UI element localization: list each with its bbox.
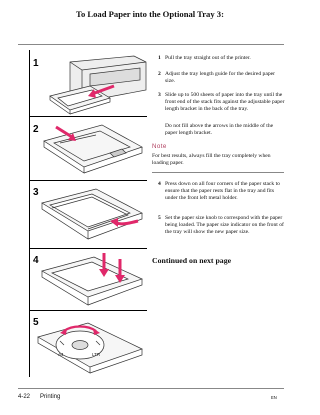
panel-number-5: 5: [33, 317, 39, 328]
step-4: [158, 181, 286, 202]
press-corners-illustration: [30, 249, 148, 310]
step-5: [158, 215, 286, 236]
illustration-panel-5: [29, 311, 148, 377]
continued-notice: Continued on next page: [152, 256, 232, 265]
page-number: 4-22: [18, 394, 31, 400]
illustration-panel-3: [29, 181, 148, 248]
step-number: 5: [158, 215, 161, 221]
panel-number-1: 1: [33, 58, 39, 69]
dial-label-a4: A4: [58, 352, 64, 357]
paper-size-knob-illustration: [30, 311, 148, 377]
dial-label-ltr: LTR: [92, 352, 101, 357]
step-text: Slide up to 500 sheets of paper into the tray until the front end of the stack fits against the adjustable paper length bracket in the back of the tray.: [165, 92, 285, 112]
tray-length-guide-illustration: [30, 117, 148, 180]
note-heading: Note: [152, 143, 167, 150]
paper-stack-illustration: [30, 181, 148, 248]
step-text: Press down on all four corners of the paper stack to ensure that the paper rests flat in the tray and fits under the front left metal holder.: [165, 181, 280, 201]
section-name: Printing: [40, 394, 61, 400]
illustration-panel-4: [29, 249, 148, 310]
step-2: [158, 71, 286, 85]
page-footer: [18, 394, 60, 400]
step-3: [158, 92, 286, 113]
step-text: Pull the tray straight out of the printer.: [165, 55, 251, 61]
footer-divider: [18, 388, 284, 389]
step-1: [158, 55, 286, 62]
note-text: For best results, always fill the tray completely when loading paper.: [152, 153, 271, 166]
step-number: 3: [158, 92, 161, 98]
step-text: Do not fill above the arrows in the middle of the paper length bracket.: [165, 123, 274, 136]
panel-number-4: 4: [33, 255, 39, 266]
step-text: Set the paper size knob to correspond with the paper being loaded. The paper size indicator on the front of the tray will show the new paper size.: [165, 215, 284, 235]
printer-tray-illustration: [30, 50, 148, 116]
page-title: To Load Paper into the Optional Tray 3:: [76, 9, 224, 19]
note-divider: [152, 172, 284, 173]
panel-number-2: 2: [33, 124, 39, 135]
panel-number-3: 3: [33, 187, 39, 198]
step-3-continuation: [158, 123, 286, 137]
step-number: 2: [158, 71, 161, 77]
step-number: 1: [158, 55, 161, 61]
illustration-panel-1: [29, 50, 148, 116]
top-divider: [18, 44, 284, 45]
step-number: 4: [158, 181, 161, 187]
illustration-panel-2: [29, 117, 148, 180]
step-text: Adjust the tray length guide for the desired paper size.: [165, 71, 275, 84]
language-code: EN: [271, 395, 277, 400]
